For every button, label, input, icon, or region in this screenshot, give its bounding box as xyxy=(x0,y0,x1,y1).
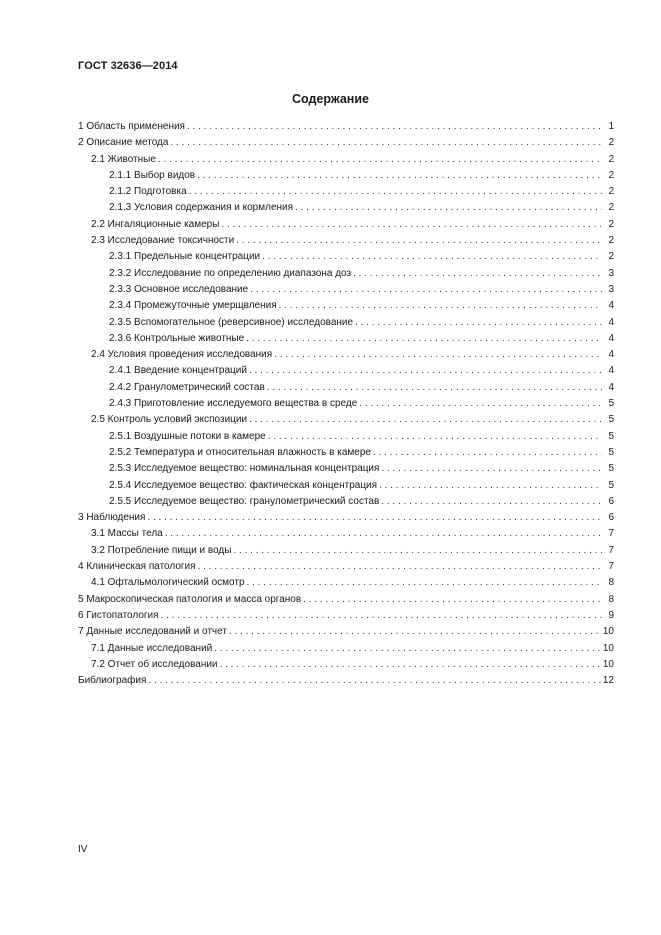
toc-entry-page: 8 xyxy=(608,593,614,605)
toc-entry[interactable] xyxy=(78,347,614,363)
toc-entry-page: 2 xyxy=(608,186,614,198)
dot-leader xyxy=(236,233,602,249)
toc-entry-page: 10 xyxy=(602,658,614,670)
toc-entry-label: 1 Область применения xyxy=(78,121,185,132)
toc-entry-label: 2.4.3 Приготовление исследуемого вещества в среде xyxy=(109,398,358,410)
toc-entry-page: 2 xyxy=(608,251,614,263)
toc-entry[interactable] xyxy=(78,119,614,135)
toc-entry-label: 2.5.5 Исследуемое вещество: гранулометрический состав xyxy=(109,495,380,507)
page-number: IV xyxy=(78,844,88,855)
toc-entry-label: 2.3.4 Промежуточные умерщвления xyxy=(109,300,277,312)
toc-entry[interactable] xyxy=(78,412,614,428)
toc-entry-page: 7 xyxy=(608,528,614,540)
toc-entry-page: 6 xyxy=(608,512,614,524)
toc-entry-label: 2.3 Исследование токсичности xyxy=(91,235,235,247)
toc-entry-label: 3.2 Потребление пищи и воды xyxy=(91,544,232,556)
dot-leader xyxy=(279,298,602,314)
toc-entry-page: 3 xyxy=(608,283,614,295)
dot-leader xyxy=(233,543,602,559)
toc-entry[interactable] xyxy=(78,380,614,396)
toc-entry[interactable] xyxy=(78,331,614,347)
toc-entry-page: 4 xyxy=(608,316,614,328)
toc-entry-page: 4 xyxy=(608,365,614,377)
toc-entry[interactable] xyxy=(78,233,614,249)
dot-leader xyxy=(198,559,602,575)
toc-entry-page: 5 xyxy=(608,463,614,475)
toc-entry[interactable] xyxy=(78,657,614,673)
toc-entry-page: 8 xyxy=(608,577,614,589)
toc-entry-page: 3 xyxy=(608,267,614,279)
table-of-contents xyxy=(78,119,614,689)
toc-entry-page: 12 xyxy=(602,675,614,687)
toc-entry-label: 2.1.1 Выбор видов xyxy=(109,169,196,181)
dot-leader xyxy=(229,624,601,640)
page-title: Содержание xyxy=(291,92,369,106)
toc-entry[interactable] xyxy=(78,152,614,168)
toc-entry[interactable] xyxy=(78,168,614,184)
toc-entry[interactable] xyxy=(78,575,614,591)
toc-entry-page: 4 xyxy=(608,349,614,361)
toc-entry-page: 5 xyxy=(608,446,614,458)
dot-leader xyxy=(247,575,602,591)
toc-entry[interactable] xyxy=(78,298,614,314)
toc-entry[interactable] xyxy=(78,641,614,657)
toc-entry-label: 4.1 Офтальмологический осмотр xyxy=(91,577,245,589)
dot-leader xyxy=(303,592,602,608)
toc-entry-label: 7.2 Отчет об исследовании xyxy=(91,658,218,670)
toc-entry-page: 2 xyxy=(608,202,614,214)
toc-entry-label: 3.1 Массы тела xyxy=(91,528,163,540)
toc-entry-label: 2.1.3 Условия содержания и кормления xyxy=(109,202,294,214)
dot-leader xyxy=(197,168,602,184)
toc-entry[interactable] xyxy=(78,624,614,640)
dot-leader xyxy=(355,315,602,331)
toc-entry[interactable] xyxy=(78,266,614,282)
toc-entry[interactable] xyxy=(78,445,614,461)
toc-entry[interactable] xyxy=(78,200,614,216)
toc-entry-label: 7.1 Данные исследований xyxy=(91,642,213,654)
dot-leader xyxy=(373,445,602,461)
toc-entry-label: 2.1 Животные xyxy=(91,153,156,165)
toc-entry[interactable] xyxy=(78,217,614,233)
dot-leader xyxy=(221,217,602,233)
toc-entry-label: 2.5.3 Исследуемое вещество: номинальная концентрация xyxy=(109,463,380,475)
dot-leader xyxy=(246,331,602,347)
dot-leader xyxy=(379,478,602,494)
toc-entry[interactable] xyxy=(78,543,614,559)
toc-entry-label: 2.5.1 Воздушные потоки в камере xyxy=(109,430,266,442)
toc-entry-page: 2 xyxy=(608,153,614,165)
toc-entry[interactable] xyxy=(78,315,614,331)
toc-entry[interactable] xyxy=(78,526,614,542)
toc-entry-label: 2.5 Контроль условий экспозиции xyxy=(91,414,248,426)
toc-entry[interactable] xyxy=(78,494,614,510)
toc-entry-label: 2.3.3 Основное исследование xyxy=(109,283,249,295)
toc-entry-label: 2.4.2 Гранулометрический состав xyxy=(109,381,265,393)
dot-leader xyxy=(381,461,602,477)
toc-entry-page: 2 xyxy=(608,218,614,230)
dot-leader xyxy=(170,135,602,151)
toc-entry-label: 2.4.1 Введение концентраций xyxy=(109,365,247,377)
toc-entry[interactable] xyxy=(78,282,614,298)
dot-leader xyxy=(359,396,602,412)
toc-entry[interactable] xyxy=(78,135,614,151)
toc-entry-page: 2 xyxy=(608,235,614,247)
toc-entry-page: 7 xyxy=(608,561,614,573)
dot-leader xyxy=(214,641,601,657)
toc-entry-label: 6 Гистопатология xyxy=(78,609,159,621)
toc-entry-label: 2.2 Ингаляционные камеры xyxy=(91,218,220,230)
toc-entry[interactable] xyxy=(78,559,614,575)
toc-entry-page: 5 xyxy=(608,414,614,426)
toc-entry-page: 2 xyxy=(608,137,614,149)
dot-leader xyxy=(187,119,602,135)
toc-entry-label: 2.3.6 Контрольные животные xyxy=(109,332,245,344)
toc-entry-label: 5 Макроскопическая патология и масса органов xyxy=(78,593,302,605)
toc-entry[interactable] xyxy=(78,396,614,412)
dot-leader xyxy=(295,200,602,216)
toc-entry-label: 2.3.1 Предельные концентрации xyxy=(109,251,261,263)
toc-entry-page: 9 xyxy=(608,609,614,621)
dot-leader xyxy=(353,266,602,282)
toc-entry[interactable] xyxy=(78,608,614,624)
dot-leader xyxy=(250,282,602,298)
dot-leader xyxy=(161,608,602,624)
toc-entry-page: 4 xyxy=(608,300,614,312)
toc-entry-page: 4 xyxy=(608,381,614,393)
dot-leader xyxy=(148,673,600,689)
toc-entry[interactable] xyxy=(78,673,614,689)
dot-leader xyxy=(268,429,602,445)
toc-entry-page: 2 xyxy=(608,169,614,181)
dot-leader xyxy=(147,510,602,526)
toc-entry-label: 7 Данные исследований и отчет xyxy=(78,626,227,638)
toc-entry[interactable] xyxy=(78,478,614,494)
toc-entry-page: 10 xyxy=(602,642,614,654)
toc-entry-page: 5 xyxy=(608,398,614,410)
toc-entry-label: 2.5.2 Температура и относительная влажность в камере xyxy=(109,446,371,458)
dot-leader xyxy=(165,526,602,542)
dot-leader xyxy=(274,347,602,363)
toc-entry-label: 2.5.4 Исследуемое вещество: фактическая концентрация xyxy=(109,479,378,491)
toc-entry-label: 2.3.2 Исследование по определению диапазона доз xyxy=(109,267,352,279)
toc-entry-page: 5 xyxy=(608,479,614,491)
dot-leader xyxy=(267,380,602,396)
toc-entry-label: 2 Описание метода xyxy=(78,137,169,149)
dot-leader xyxy=(262,249,602,265)
document-header: ГОСТ 32636—2014 xyxy=(78,60,178,72)
toc-entry-label: 3 Наблюдения xyxy=(78,512,146,524)
toc-entry-page: 1 xyxy=(608,121,614,132)
toc-entry-page: 10 xyxy=(602,626,614,638)
toc-entry-label: Библиография xyxy=(78,675,147,687)
dot-leader xyxy=(189,184,602,200)
toc-entry[interactable] xyxy=(78,184,614,200)
toc-entry[interactable] xyxy=(78,363,614,379)
dot-leader xyxy=(249,363,602,379)
toc-entry[interactable] xyxy=(78,510,614,526)
toc-entry-page: 5 xyxy=(608,430,614,442)
toc-entry-label: 4 Клиническая патология xyxy=(78,561,196,573)
toc-entry-page: 4 xyxy=(608,332,614,344)
toc-entry-page: 6 xyxy=(608,495,614,507)
toc-entry[interactable] xyxy=(78,461,614,477)
dot-leader xyxy=(220,657,601,673)
dot-leader xyxy=(249,412,602,428)
toc-entry[interactable] xyxy=(78,592,614,608)
toc-entry-label: 2.1.2 Подготовка xyxy=(109,186,187,198)
dot-leader xyxy=(381,494,602,510)
toc-entry[interactable] xyxy=(78,429,614,445)
toc-entry-label: 2.4 Условия проведения исследования xyxy=(91,349,273,361)
toc-entry-label: 2.3.5 Вспомогательное (реверсивное) исследование xyxy=(109,316,354,328)
toc-entry-page: 7 xyxy=(608,544,614,556)
dot-leader xyxy=(158,152,602,168)
toc-entry[interactable] xyxy=(78,249,614,265)
